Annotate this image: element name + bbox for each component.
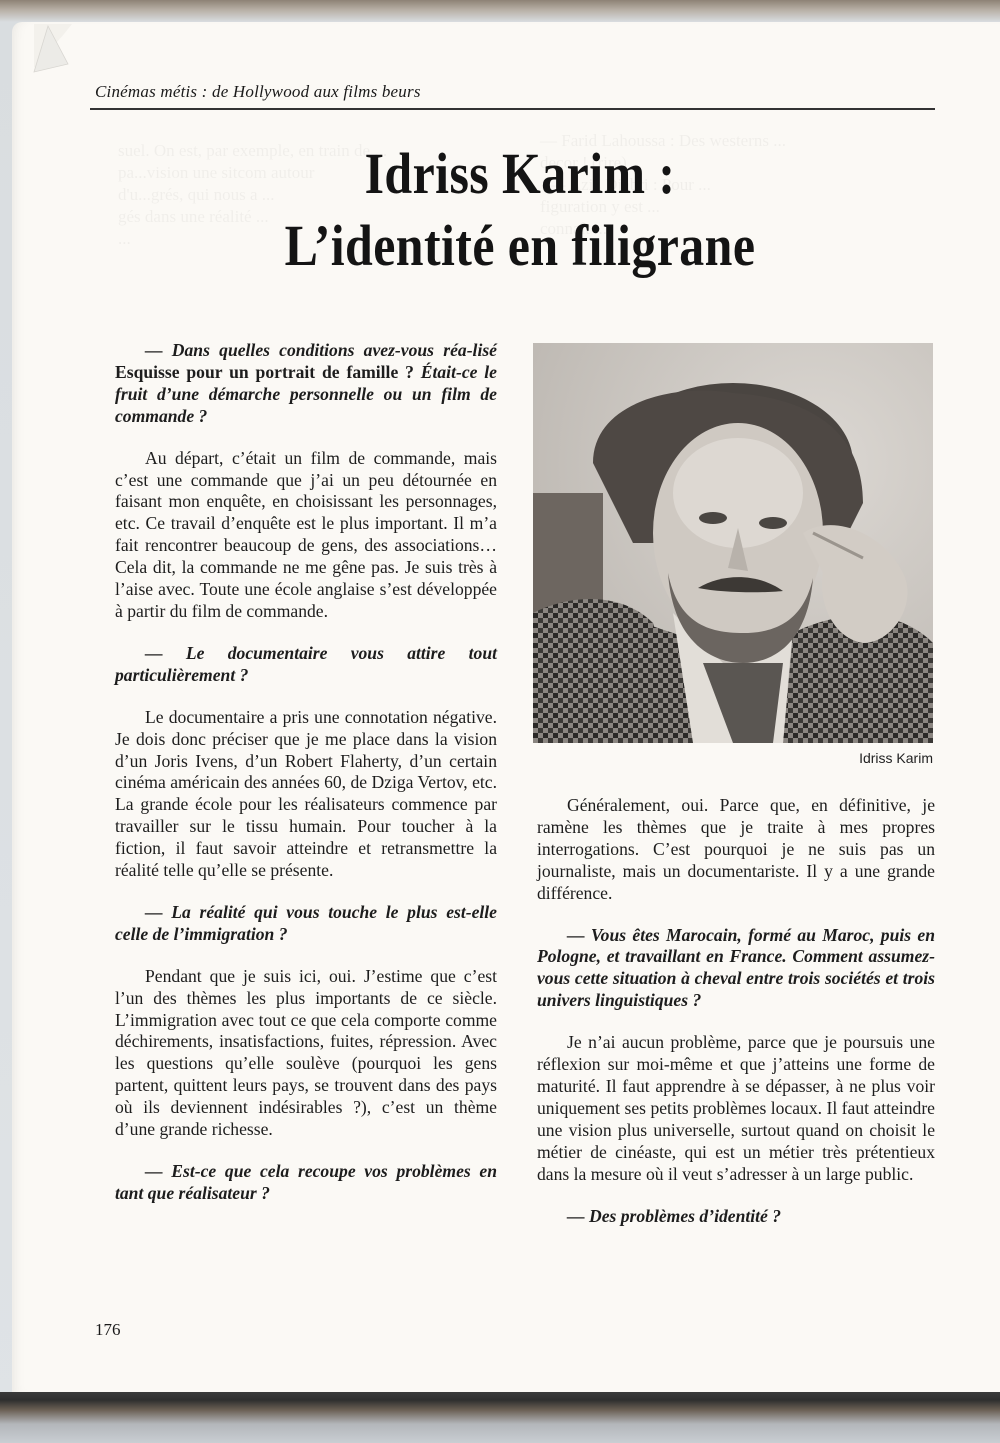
portrait-image [533, 343, 933, 743]
film-title: Esquisse pour un portrait de famille ? [115, 361, 414, 382]
interview-answer: Je n’ai aucun problème, parce que je poursuis une réflexion sur moi-même et que j’atteins une forme de maturité. Il faut apprendre à se dépasser, à ne plus voir uniquement ses petits problèmes locaux. Il faut atteindre une vision plus universelle, surtout quand on choisit le métier de cinéaste, qui est un métier très prétentieux dans la mesure où il veut s’adresser à un large public. [537, 1032, 935, 1184]
right-column [537, 795, 935, 1247]
interview-question: — Le documentaire vous attire tout particulièrement ? [115, 642, 497, 685]
left-column [115, 340, 497, 1225]
interview-answer: Au départ, c’était un film de commande, mais c’est une commande que j’ai un peu détournée en faisant mon enquête, en choisissant les personnages, etc. Ce travail d’enquête est le plus important. Il m’a fait rencontrer beaucoup de gens, des associations… Cela dit, la commande ne me gêne pas. Je suis très à l’aise avec. Toute une école anglaise s’est développée à partir du film de commande. [115, 447, 497, 621]
header-rule [90, 108, 935, 110]
title-line-1: Idriss Karim : [364, 141, 676, 206]
photo-caption: Idriss Karim [859, 750, 933, 766]
interview-question: — Vous êtes Marocain, formé au Maroc, puis en Pologne, et travaillant en France. Comment assumez-vous cette situation à cheval entre trois sociétés et trois univers linguistiques ? [537, 924, 935, 1011]
interview-answer: Généralement, oui. Parce que, en définitive, je ramène les thèmes que je traite à mes propres interrogations. C’est pourquoi je ne suis pas un journaliste, mais un documentariste. Il y a une grande différence. [537, 795, 935, 903]
interview-answer: Le documentaire a pris une connotation négative. Je dois donc préciser que je me place dans la vision d’un Joris Ivens, d’un Robert Flaherty, d’un certain cinéma américain des années 60, de Dziga Vertov, etc. La grande école pour les réalisateurs commence par travailler sur le tissu humain. Pour toucher à la fiction, il faut savoir atteindre et retransmettre la réalité telle qu’elle se présente. [115, 706, 498, 881]
running-head: Cinémas métis : de Hollywood aux films beurs [95, 82, 421, 101]
interview-question: — Dans quelles conditions avez-vous réa-lisé Esquisse pour un portrait de famille ? Était-ce le fruit d’une démarche personnelle ou un film de commande ? [115, 340, 497, 426]
interview-question: — Est-ce que cela recoupe vos problèmes en tant que réalisateur ? [115, 1161, 497, 1203]
interview-question: — La réalité qui vous touche le plus est-elle celle de l’immigration ? [115, 901, 497, 944]
folded-corner-icon [28, 24, 72, 74]
interview-question: — Des problèmes d’identité ? [567, 1205, 782, 1226]
article-title [202, 138, 838, 282]
portrait-photo [533, 343, 933, 743]
title-line-2: L’identité en filigrane [284, 213, 756, 278]
interview-answer: Pendant que je suis ici, oui. J’estime que c’est l’un des thèmes les plus importants de ce siècle. L’immigration avec tout ce que cela comporte comme déchirements, insatisfactions, fuites, répression. Avec les questions qu’elle soulève (pourquoi les gens partent, quittent leurs pays, se trouvent dans des pays où ils deviennent indésirables ?), c’est un thème d’une grande richesse. [115, 965, 497, 1140]
page-number: 176 [95, 1320, 121, 1339]
scan-edge-shadow [0, 1392, 1000, 1443]
